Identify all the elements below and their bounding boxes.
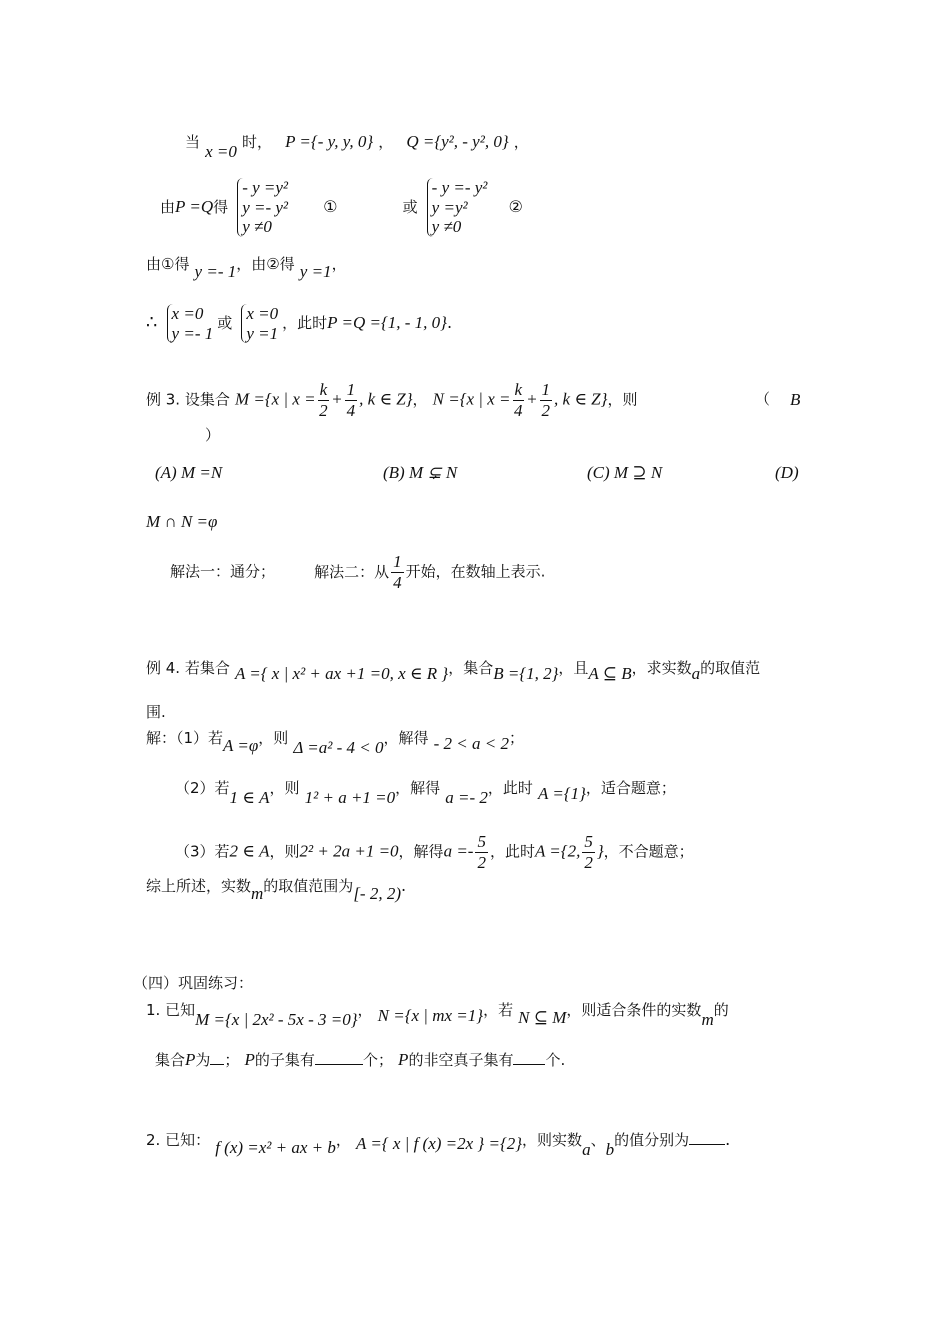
fraction: $\frac{1}{2}$ [541, 380, 551, 420]
option-a: (A) M =N [155, 463, 223, 482]
text: 由①得 [146, 255, 190, 273]
answer-blank[interactable] [689, 1144, 725, 1145]
text: 得 [213, 197, 229, 216]
math: , k ∈ Z} [359, 389, 413, 409]
text: ， [331, 255, 347, 273]
math: P =Q ={1, - 1, 0} [327, 313, 447, 333]
therefore-sign: ∴ [146, 312, 158, 334]
case-1: 解：（1）若A =φ，则 Δ =a² - 4 < 0，解得 - 2 < a < 2； [146, 729, 524, 757]
fraction: $\frac{k}{4}$ [514, 380, 523, 420]
line-case-x0 [185, 132, 529, 161]
fraction: $\frac{5}{2}$ [477, 832, 486, 872]
text: ，由②得 [236, 255, 295, 273]
example-4-stem: 例 4. 若集合 A ={ x | x² + ax +1 =0, x ∈ R }，集合B ={1, 2}，且A ⊆ B，求实数a的取值范 [146, 659, 761, 683]
system-4: x =0 y =1 [241, 304, 278, 343]
answer-blank[interactable] [315, 1064, 363, 1065]
math: P ={- y, y, 0} [285, 132, 374, 151]
text: 当 [185, 133, 201, 151]
text: 或 [402, 197, 418, 216]
math: , k ∈ Z} [554, 389, 608, 409]
section-heading: （四）巩固练习： [133, 974, 254, 992]
text: ， [378, 133, 394, 151]
exercise-2: 2. 已知： f (x) =x² + ax + b， A ={ x | f (x) =2x } ={2}，则实数a、b的值分别为 . [146, 1130, 731, 1159]
text: ，此时 [282, 314, 328, 333]
line-conclusion [146, 304, 452, 343]
math: M ={x | x = [234, 389, 316, 409]
text: ， [513, 133, 529, 151]
math: A ⊆ B [588, 664, 632, 683]
case-2: （2）若1 ∈ A，则 1² + a +1 =0，解得 a =- 2，此时 A ={1}，适合题意； [175, 779, 676, 807]
system-1: - y =y² y =- y² y ≠0 [237, 178, 288, 237]
example-3-stem: 例 3. 设集合 M ={x | x = $\frac{k}{2}$ + $\frac{1}{4}$ , k ∈ Z}， N ={x | x = $\frac{k}{4}$ + $\frac{1}{2}$ , k ∈ Z}，则 [146, 380, 638, 420]
option-d-content: M ∩ N =φ [146, 512, 218, 531]
exercise-1-line-1: 1. 已知M ={x | 2x² - 5x - 3 =0}， N ={x | mx =1}，若 N ⊆ M，则适合条件的实数m的 [146, 1001, 729, 1029]
math: y =1 [299, 262, 332, 281]
text: 例 3. 设集合 [146, 390, 230, 409]
case-3: （3）若2 ∈ A，则2² + 2a +1 =0，解得a =- $\frac{5}{2}$ ，此时A ={2, $\frac{5}{2}$ }，不合题意； [175, 832, 694, 872]
circle-two: ② [508, 196, 523, 216]
math: x =0 [205, 142, 237, 161]
option-b: (B) M ⊊ N [383, 463, 458, 482]
line-systems [160, 178, 523, 237]
fraction: $\frac{1}{4}$ [346, 380, 356, 420]
line-solutions [146, 254, 347, 281]
example-3-solution [170, 552, 545, 592]
fraction: $\frac{k}{2}$ [319, 380, 328, 420]
fraction: $\frac{1}{4}$ [393, 552, 402, 592]
answer-value: B [790, 390, 801, 409]
text: 时， [241, 133, 272, 151]
math: B ={1, 2} [493, 664, 559, 683]
answer-paren-open: （ [755, 390, 771, 408]
text: 由 [160, 197, 176, 216]
text: 开始，在数轴上表示. [405, 562, 546, 581]
fraction: $\frac{5}{2}$ [584, 832, 593, 872]
text: . [446, 313, 453, 333]
math: A ={ x | x² + ax +1 =0, x ∈ R } [234, 664, 449, 683]
text: 围. [146, 703, 166, 721]
exercise-1-line-2: 集合P为 ； P的子集有 个； P的非空真子集有 个. [155, 1050, 566, 1069]
answer-blank[interactable] [210, 1064, 224, 1065]
summary: 综上所述，实数m的取值范围为[- 2, 2). [146, 876, 407, 903]
system-3: x =0 y =- 1 [167, 304, 214, 343]
option-d: (D) [775, 463, 799, 482]
text: 解法一：通分； [170, 562, 276, 581]
answer-blank[interactable] [513, 1064, 545, 1065]
system-2: - y =- y² y =y² y ≠0 [427, 178, 488, 237]
math: Q ={y², - y², 0} [406, 132, 509, 151]
math: P =Q [175, 196, 214, 216]
answer-paren-close: ） [205, 426, 221, 444]
text: 或 [217, 314, 233, 333]
math: N ={x | x = [432, 389, 511, 409]
text: 解法二：从 [314, 562, 390, 581]
text: 例 4. 若集合 [146, 659, 230, 677]
circle-one: ① [323, 196, 338, 216]
math: a [691, 664, 701, 683]
option-c: (C) M ⊇ N [587, 463, 663, 482]
math: y =- 1 [194, 262, 237, 281]
